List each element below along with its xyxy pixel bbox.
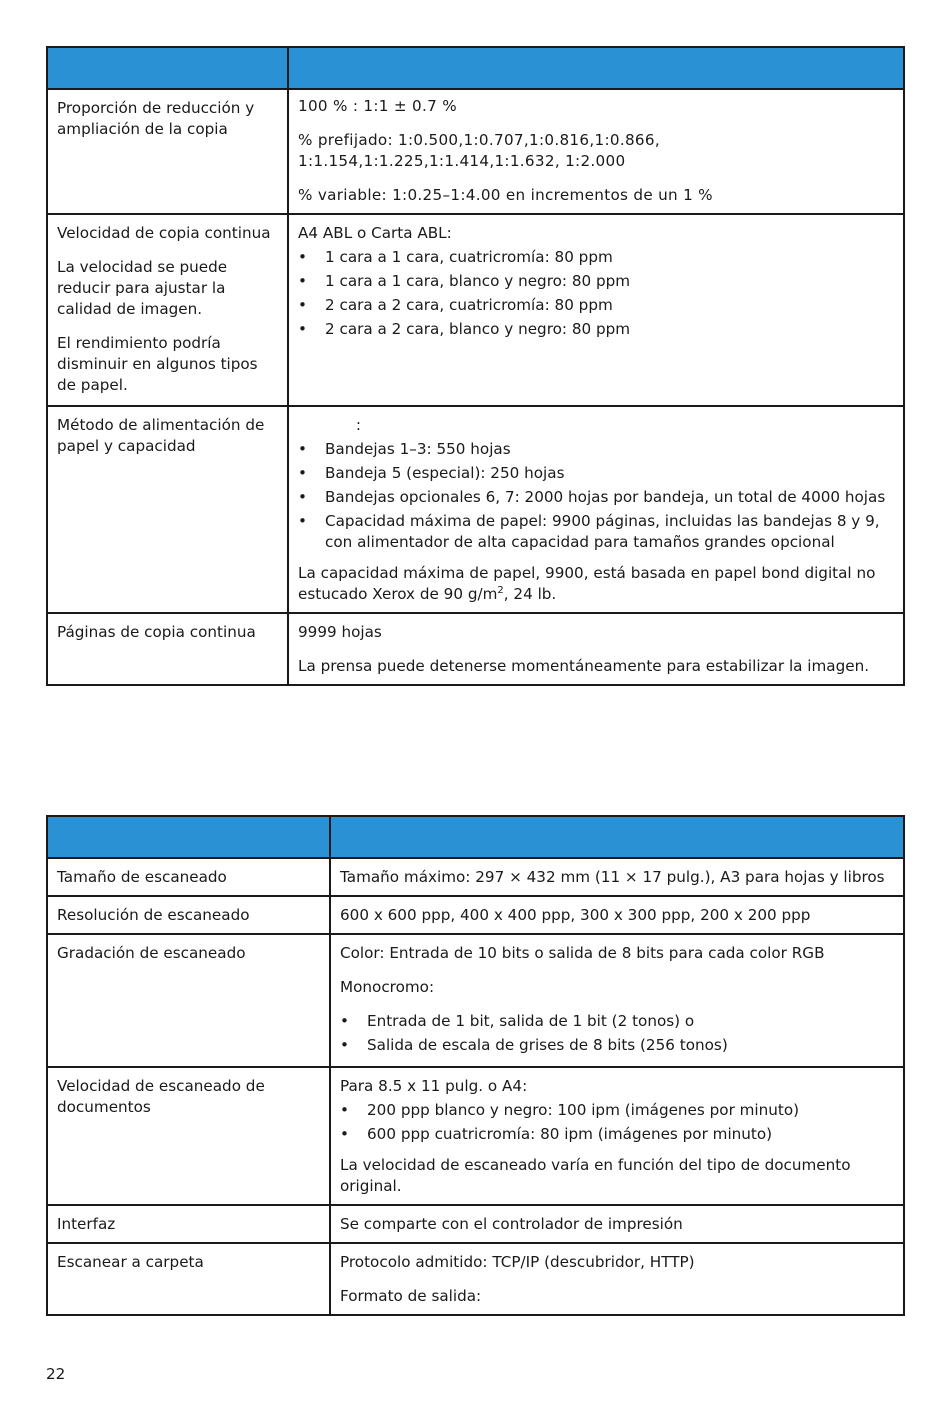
row-label: Escanear a carpeta xyxy=(47,1243,330,1315)
row-value xyxy=(288,406,904,613)
table-row xyxy=(47,1205,904,1243)
row-value xyxy=(330,1243,904,1315)
label-text: Velocidad de copia continua xyxy=(57,224,271,242)
list-item: • Bandejas opcionales 6, 7: 2000 hojas por bandeja, un total de 4000 hojas xyxy=(298,488,886,506)
row-label: Gradación de escaneado xyxy=(47,934,330,1067)
value-paragraph: La prensa puede detenerse momentáneamente para estabilizar la imagen. xyxy=(298,657,870,675)
value-paragraph: 100 % : 1:1 ± 0.7 % xyxy=(298,97,457,115)
value-intro: : xyxy=(298,416,362,434)
bullet-list xyxy=(298,439,894,553)
label-note: La velocidad se puede reducir para ajustar la calidad de imagen. xyxy=(57,258,228,318)
value-note: La velocidad de escaneado varía en función del tipo de documento original. xyxy=(340,1156,851,1195)
list-item: • 1 cara a 1 cara, cuatricromía: 80 ppm xyxy=(298,248,613,266)
value-intro: A4 ABL o Carta ABL: xyxy=(298,224,452,242)
row-value xyxy=(330,934,904,1067)
label-text: Método de alimentación de papel y capacidad xyxy=(57,416,265,455)
table-row xyxy=(47,1243,904,1315)
bullet-list xyxy=(340,1011,894,1056)
row-value xyxy=(330,1205,904,1243)
list-item: • 200 ppp blanco y negro: 100 ipm (imágenes por minuto) xyxy=(340,1101,800,1119)
bullet-icon: • xyxy=(298,296,307,314)
row-label: Velocidad de escaneado de documentos xyxy=(47,1067,330,1205)
value-paragraph: Tamaño máximo: 297 × 432 mm (11 × 17 pulg.), A3 para hojas y libros xyxy=(340,868,885,886)
value-intro: Para 8.5 x 11 pulg. o A4: xyxy=(340,1077,528,1095)
list-item: • Bandejas 1–3: 550 hojas xyxy=(298,440,511,458)
row-value xyxy=(288,214,904,406)
header-cell-specification xyxy=(288,47,904,89)
bullet-list xyxy=(298,247,894,340)
table-row xyxy=(47,214,904,406)
table-row xyxy=(47,89,904,214)
table-header-row xyxy=(47,816,904,858)
header-cell-feature xyxy=(47,47,288,89)
copy-specifications-table xyxy=(46,46,905,686)
list-item: • Capacidad máxima de papel: 9900 páginas, incluidas las bandejas 8 y 9, con alimentador de alta capacidad para tamaños grandes opcional xyxy=(298,512,880,551)
value-paragraph: Color: Entrada de 10 bits o salida de 8 bits para cada color RGB xyxy=(340,944,825,962)
value-paragraph: Formato de salida: xyxy=(340,1287,482,1305)
row-value xyxy=(288,613,904,685)
list-item: • Bandeja 5 (especial): 250 hojas xyxy=(298,464,565,482)
bullet-icon: • xyxy=(298,464,307,482)
table-header-row xyxy=(47,47,904,89)
bullet-icon: • xyxy=(340,1101,349,1119)
row-value xyxy=(330,858,904,896)
value-paragraph: % variable: 1:0.25–1:4.00 en incrementos de un 1 % xyxy=(298,186,713,204)
label-text: Páginas de copia continua xyxy=(57,623,256,641)
row-label xyxy=(47,89,288,214)
row-value xyxy=(330,1067,904,1205)
bullet-list xyxy=(340,1100,894,1145)
table-row xyxy=(47,858,904,896)
table-row xyxy=(47,934,904,1067)
value-paragraph: Protocolo admitido: TCP/IP (descubridor, HTTP) xyxy=(340,1253,695,1271)
row-value xyxy=(330,896,904,934)
row-label xyxy=(47,406,288,613)
list-item: • Entrada de 1 bit, salida de 1 bit (2 tonos) o xyxy=(340,1012,695,1030)
table-row xyxy=(47,896,904,934)
value-paragraph: 9999 hojas xyxy=(298,623,382,641)
value-paragraph: 600 x 600 ppp, 400 x 400 ppp, 300 x 300 ppp, 200 x 200 ppp xyxy=(340,906,811,924)
table-row xyxy=(47,613,904,685)
value-note: La capacidad máxima de papel, 9900, está basada en papel bond digital no estucado Xerox de 90 $g/m^2$, 24 lb. xyxy=(298,564,876,603)
table-row xyxy=(47,1067,904,1205)
list-item: • 2 cara a 2 cara, blanco y negro: 80 ppm xyxy=(298,320,631,338)
bullet-icon: • xyxy=(298,320,307,338)
row-label: Interfaz xyxy=(47,1205,330,1243)
bullet-icon: • xyxy=(340,1125,349,1143)
row-value xyxy=(288,89,904,214)
bullet-icon: • xyxy=(340,1012,349,1030)
row-label xyxy=(47,613,288,685)
value-paragraph: Monocromo: xyxy=(340,978,435,996)
bullet-icon: • xyxy=(298,512,307,530)
label-note: El rendimiento podría disminuir en algunos tipos de papel. xyxy=(57,334,258,394)
row-label: Resolución de escaneado xyxy=(47,896,330,934)
header-cell-specification xyxy=(330,816,904,858)
value-paragraph: % prefijado: 1:0.500,1:0.707,1:0.816,1:0.866, 1:1.154,1:1.225,1:1.414,1:1.632, 1:2.000 xyxy=(298,131,660,170)
bullet-icon: • xyxy=(298,248,307,266)
row-label xyxy=(47,214,288,406)
bullet-icon: • xyxy=(298,440,307,458)
bullet-icon: • xyxy=(298,272,307,290)
list-item: • Salida de escala de grises de 8 bits (256 tonos) xyxy=(340,1036,728,1054)
page-number: 22 xyxy=(46,1365,66,1383)
table-row xyxy=(47,406,904,613)
header-cell-feature xyxy=(47,816,330,858)
scan-specifications-table xyxy=(46,815,905,1316)
value-paragraph: Se comparte con el controlador de impresión xyxy=(340,1215,683,1233)
bullet-icon: • xyxy=(298,488,307,506)
bullet-icon: • xyxy=(340,1036,349,1054)
list-item: • 2 cara a 2 cara, cuatricromía: 80 ppm xyxy=(298,296,613,314)
row-label: Tamaño de escaneado xyxy=(47,858,330,896)
list-item: • 600 ppp cuatricromía: 80 ipm (imágenes por minuto) xyxy=(340,1125,773,1143)
list-item: • 1 cara a 1 cara, blanco y negro: 80 ppm xyxy=(298,272,631,290)
label-text: Proporción de reducción y ampliación de la copia xyxy=(57,99,255,138)
